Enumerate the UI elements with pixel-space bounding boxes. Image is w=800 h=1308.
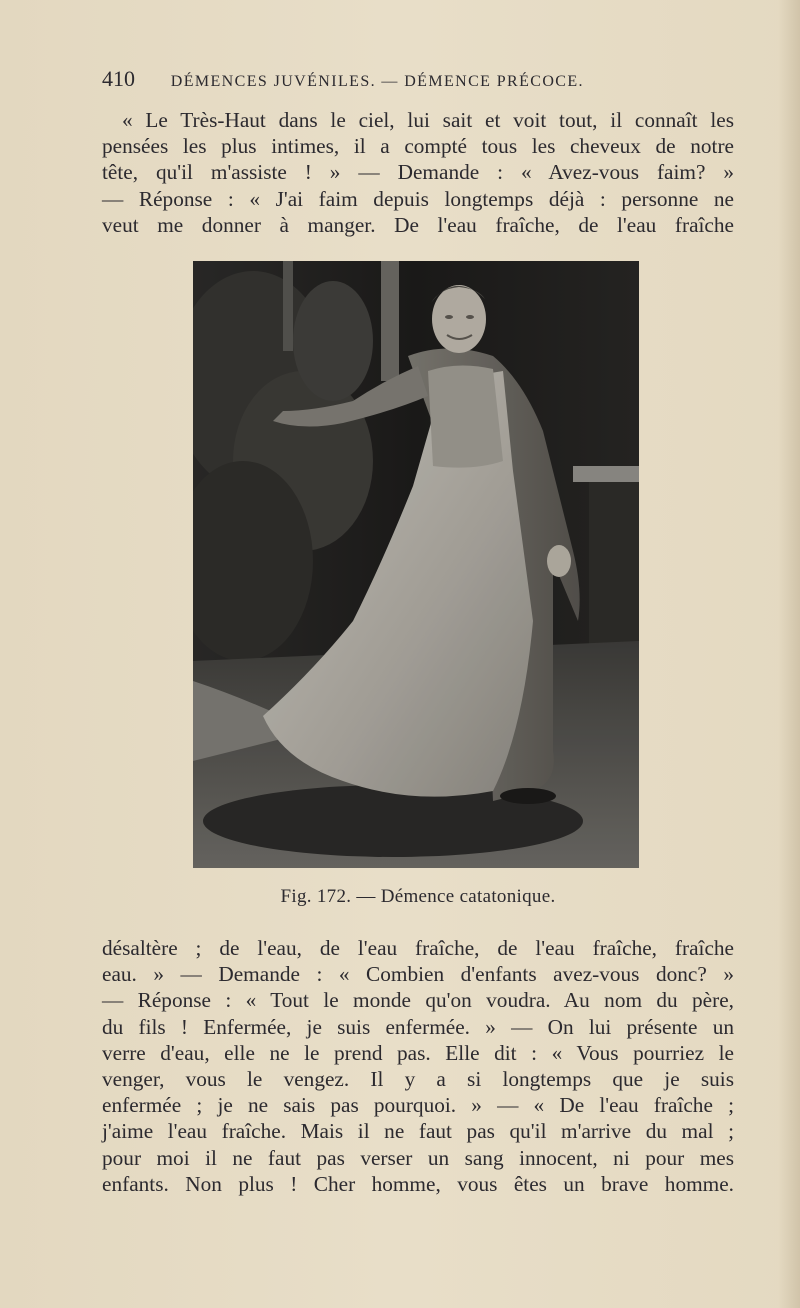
text-line: — Réponse : « J'ai faim depuis longtemps déjà : personne ne bbox=[102, 186, 734, 211]
text-line: — Réponse : « Tout le monde qu'on voudra. Au nom du père, bbox=[102, 988, 734, 1013]
paragraph-top bbox=[102, 107, 734, 238]
text-line: eau. » — Demande : « Combien d'enfants avez-vous donc? » bbox=[102, 962, 734, 987]
page-edge-shadow bbox=[778, 0, 800, 1308]
text-line: veut me donner à manger. De l'eau fraîche, de l'eau fraîche bbox=[102, 212, 734, 237]
page-number: 410 bbox=[102, 66, 135, 91]
photograph-figure bbox=[193, 261, 639, 868]
text-line: verre d'eau, elle ne le prend pas. Elle dit : « Vous pourriez le bbox=[102, 1040, 734, 1065]
text-line: pour moi il ne faut pas verser un sang innocent, ni pour mes bbox=[102, 1145, 734, 1170]
text-line: désaltère ; de l'eau, de l'eau fraîche, de l'eau fraîche, fraîche bbox=[102, 936, 734, 960]
text-line: du fils ! Enfermée, je suis enfermée. » — On lui présente un bbox=[102, 1014, 734, 1039]
text-line: enfants. Non plus ! Cher homme, vous êtes un brave homme. bbox=[102, 1171, 734, 1196]
figure-caption: Fig. 172. — Démence catatonique. bbox=[280, 886, 556, 907]
running-title: DÉMENCES JUVÉNILES. — DÉMENCE PRÉCOCE. bbox=[170, 73, 584, 90]
photograph-woman-in-garden bbox=[193, 261, 639, 868]
paragraph-bottom bbox=[102, 935, 734, 1197]
text-line: j'aime l'eau fraîche. Mais il ne faut pas qu'il m'arrive du mal ; bbox=[102, 1119, 734, 1144]
text-line: tête, qu'il m'assiste ! » — Demande : « Avez-vous faim? » bbox=[102, 160, 734, 185]
running-header bbox=[102, 66, 734, 92]
text-line: venger, vous le vengez. Il y a si longtemps que je suis bbox=[102, 1067, 734, 1092]
text-line: « Le Très-Haut dans le ciel, lui sait et voit tout, il connaît les bbox=[122, 108, 734, 132]
text-line: pensées les plus intimes, il a compté tous les cheveux de notre bbox=[102, 134, 734, 159]
text-line: enfermée ; je ne sais pas pourquoi. » — « De l'eau fraîche ; bbox=[102, 1093, 734, 1118]
